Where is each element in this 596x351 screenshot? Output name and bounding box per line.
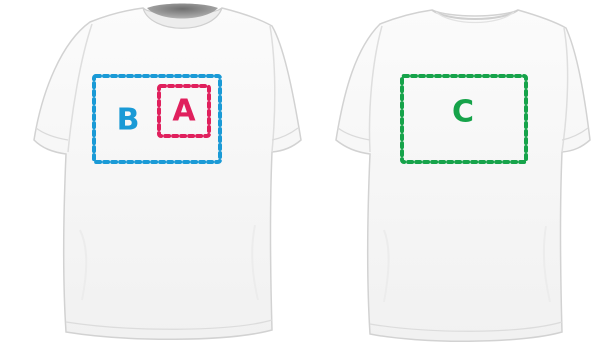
- print-zone-c-label: C: [451, 94, 475, 130]
- print-zone-a-label: A: [172, 93, 196, 129]
- back-tshirt: [336, 10, 590, 341]
- print-zone-b-label: B: [116, 102, 140, 138]
- front-tshirt: [34, 4, 301, 340]
- front-tshirt-body: [34, 8, 301, 339]
